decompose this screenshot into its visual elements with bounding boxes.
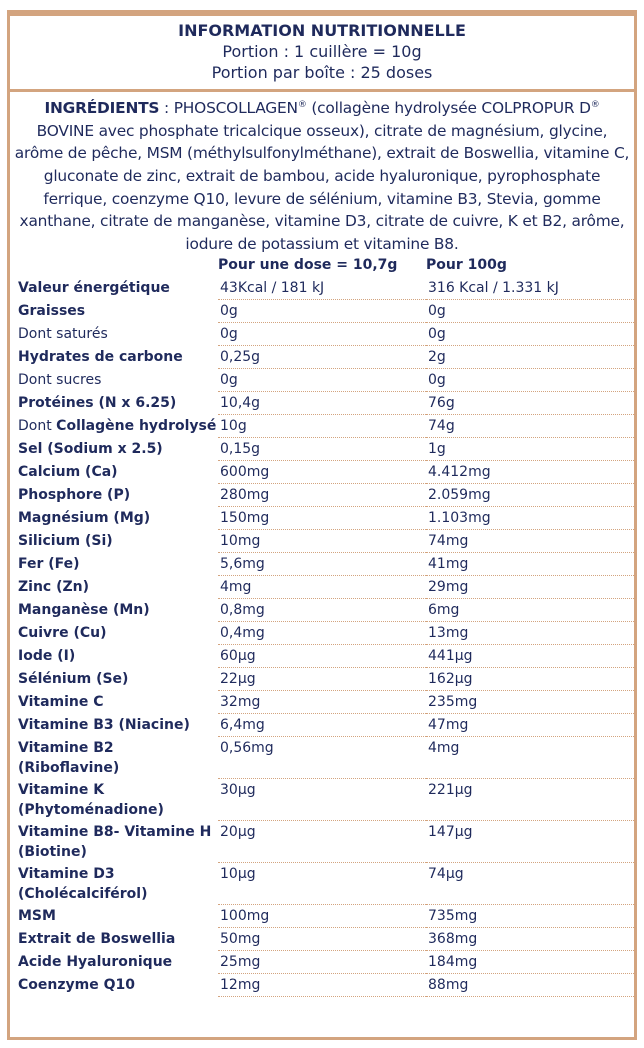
ingredients-part1: PHOSCOLLAGEN: [173, 99, 298, 118]
value-per-100g: 74µg: [426, 863, 634, 905]
value-per-dose: 22µg: [218, 668, 426, 691]
nutrient-label: [18, 415, 218, 438]
header-per-100g: Pour 100g: [426, 257, 507, 274]
value-per-dose: 0,4mg: [218, 622, 426, 645]
nutrient-label: Calcium (Ca): [18, 463, 118, 480]
value-per-100g: 2g: [426, 346, 634, 369]
table-row: [18, 576, 634, 599]
nutrient-label: Magnésium (Mg): [18, 509, 151, 526]
nutrient-label: Vitamine D3 (Cholécalciférol): [18, 865, 148, 902]
nutrition-panel: [7, 10, 637, 1040]
value-per-100g: 74mg: [426, 530, 634, 553]
table-row: [18, 928, 634, 951]
value-per-dose: 10,4g: [218, 392, 426, 415]
value-per-100g: 4.412mg: [426, 461, 634, 484]
table-row: [18, 668, 634, 691]
table-row: [18, 714, 634, 737]
value-per-dose: 0g: [218, 300, 426, 323]
table-row: [18, 905, 634, 928]
nutrient-label: Vitamine B3 (Niacine): [18, 716, 190, 733]
nutrition-title: INFORMATION NUTRITIONNELLE: [178, 21, 466, 40]
value-per-100g: 0g: [426, 369, 634, 392]
registered-mark: ®: [590, 100, 600, 110]
nutrient-label-bold: Collagène hydrolysé: [56, 417, 217, 434]
value-per-dose: 0g: [218, 323, 426, 346]
nutrient-label: Sel (Sodium x 2.5): [18, 440, 163, 457]
table-row: [18, 863, 634, 905]
nutrient-label: Vitamine B8- Vitamine H (Biotine): [18, 823, 212, 860]
value-per-100g: 441µg: [426, 645, 634, 668]
nutrient-label: Vitamine B2 (Riboflavine): [18, 739, 120, 776]
value-per-100g: 6mg: [426, 599, 634, 622]
value-per-100g: 4mg: [426, 737, 634, 779]
value-per-dose: 60µg: [218, 645, 426, 668]
value-per-100g: 147µg: [426, 821, 634, 863]
table-row: [18, 461, 634, 484]
table-header-row: [18, 255, 634, 277]
nutrient-label: Acide Hyaluronique: [18, 953, 173, 970]
ingredients-part3: BOVINE avec phosphate tricalcique osseux), citrate de magnésium, glycine, arôme de pêche, MSM (méthylsulfonylméthane), extrait de Boswellia, vitamine C, gluconate de zinc, extrait de bambou, acide hyaluronique, pyrophosphate ferrique, coenzyme Q10, levure de sélénium, vitamine B3, Stevia, gomme xanthane, citrate de manganèse, vitamine D3, citrate de cuivre, K et B2, arôme, iodure de potassium et vitamine B8.: [14, 121, 630, 253]
ingredients-separator: :: [159, 99, 174, 118]
table-row: [18, 507, 634, 530]
value-per-dose: 0,25g: [218, 346, 426, 369]
table-row: [18, 346, 634, 369]
table-row: [18, 599, 634, 622]
table-row: [18, 779, 634, 821]
nutrient-label: Phosphore (P): [18, 486, 131, 503]
value-per-100g: 2.059mg: [426, 484, 634, 507]
value-per-100g: 368mg: [426, 928, 634, 951]
value-per-100g: 29mg: [426, 576, 634, 599]
table-row: [18, 821, 634, 863]
nutrient-label: Fer (Fe): [18, 555, 80, 572]
value-per-dose: 12mg: [218, 974, 426, 997]
nutrient-label: Protéines (N x 6.25): [18, 394, 177, 411]
value-per-dose: 10g: [218, 415, 426, 438]
nutrient-label: MSM: [18, 907, 56, 924]
nutrient-label-prefix: Dont: [18, 417, 57, 434]
nutrient-label: Cuivre (Cu): [18, 624, 107, 641]
table-row: [18, 300, 634, 323]
table-row: [18, 415, 634, 438]
value-per-dose: 25mg: [218, 951, 426, 974]
value-per-100g: 221µg: [426, 779, 634, 821]
value-per-dose: 100mg: [218, 905, 426, 928]
value-per-dose: 280mg: [218, 484, 426, 507]
value-per-dose: 600mg: [218, 461, 426, 484]
table-row: [18, 530, 634, 553]
value-per-100g: 1g: [426, 438, 634, 461]
value-per-100g: 1.103mg: [426, 507, 634, 530]
portion-per-box-text: Portion par boîte : 25 doses: [211, 63, 433, 82]
table-row: [18, 438, 634, 461]
header-empty: [18, 255, 218, 277]
value-per-dose: 0,8mg: [218, 599, 426, 622]
table-row: [18, 974, 634, 997]
nutrient-label: Dont saturés: [18, 325, 108, 342]
value-per-dose: 0,56mg: [218, 737, 426, 779]
nutrient-label: Sélénium (Se): [18, 670, 129, 687]
value-per-100g: 41mg: [426, 553, 634, 576]
nutrition-table: [18, 255, 634, 997]
value-per-100g: 88mg: [426, 974, 634, 997]
table-row: [18, 323, 634, 346]
nutrient-label: Vitamine K (Phytoménadione): [18, 781, 164, 818]
header-per-dose: Pour une dose = 10,7g: [218, 257, 398, 274]
portion-text: Portion : 1 cuillère = 10g: [222, 42, 422, 61]
nutrient-label: Valeur énergétique: [18, 280, 170, 297]
nutrient-label: Dont sucres: [18, 371, 102, 388]
ingredients-part2: (collagène hydrolysée COLPROPUR D: [306, 99, 591, 118]
table-row: [18, 691, 634, 714]
nutrient-label: Extrait de Boswellia: [18, 930, 176, 947]
nutrient-label: Silicium (Si): [18, 532, 113, 549]
value-per-100g: 184mg: [426, 951, 634, 974]
value-per-100g: 74g: [426, 415, 634, 438]
value-per-100g: 76g: [426, 392, 634, 415]
nutrition-header: [10, 16, 634, 92]
nutrition-table-body: [18, 277, 634, 997]
nutrient-label: Iode (I): [18, 647, 76, 664]
value-per-100g: 13mg: [426, 622, 634, 645]
value-per-dose: 0g: [218, 369, 426, 392]
value-per-dose: 10mg: [218, 530, 426, 553]
nutrient-label: Vitamine C: [18, 693, 104, 710]
value-per-dose: 50mg: [218, 928, 426, 951]
nutrient-label: Graisses: [18, 302, 86, 319]
table-row: [18, 645, 634, 668]
value-per-dose: 32mg: [218, 691, 426, 714]
value-per-dose: 43Kcal / 181 kJ: [218, 277, 426, 300]
table-row: [18, 392, 634, 415]
value-per-100g: 0g: [426, 323, 634, 346]
value-per-dose: 6,4mg: [218, 714, 426, 737]
nutrient-label: Zinc (Zn): [18, 578, 90, 595]
value-per-100g: 0g: [426, 300, 634, 323]
value-per-100g: 235mg: [426, 691, 634, 714]
table-row: [18, 737, 634, 779]
nutrient-label: Coenzyme Q10: [18, 976, 135, 993]
table-row: [18, 951, 634, 974]
value-per-dose: 0,15g: [218, 438, 426, 461]
registered-mark: ®: [297, 100, 307, 110]
nutrient-label: Manganèse (Mn): [18, 601, 150, 618]
value-per-dose: 30µg: [218, 779, 426, 821]
table-row: [18, 622, 634, 645]
table-row: [18, 553, 634, 576]
ingredients-label: INGRÉDIENTS: [44, 99, 160, 118]
value-per-100g: 162µg: [426, 668, 634, 691]
table-row: [18, 369, 634, 392]
table-row: [18, 484, 634, 507]
value-per-dose: 10µg: [218, 863, 426, 905]
value-per-100g: 47mg: [426, 714, 634, 737]
nutrient-label: Hydrates de carbone: [18, 348, 183, 365]
value-per-dose: 150mg: [218, 507, 426, 530]
value-per-dose: 4mg: [218, 576, 426, 599]
value-per-dose: 20µg: [218, 821, 426, 863]
ingredients-text: [10, 92, 634, 255]
table-row: [18, 277, 634, 300]
value-per-100g: 316 Kcal / 1.331 kJ: [426, 277, 634, 300]
value-per-dose: 5,6mg: [218, 553, 426, 576]
value-per-100g: 735mg: [426, 905, 634, 928]
